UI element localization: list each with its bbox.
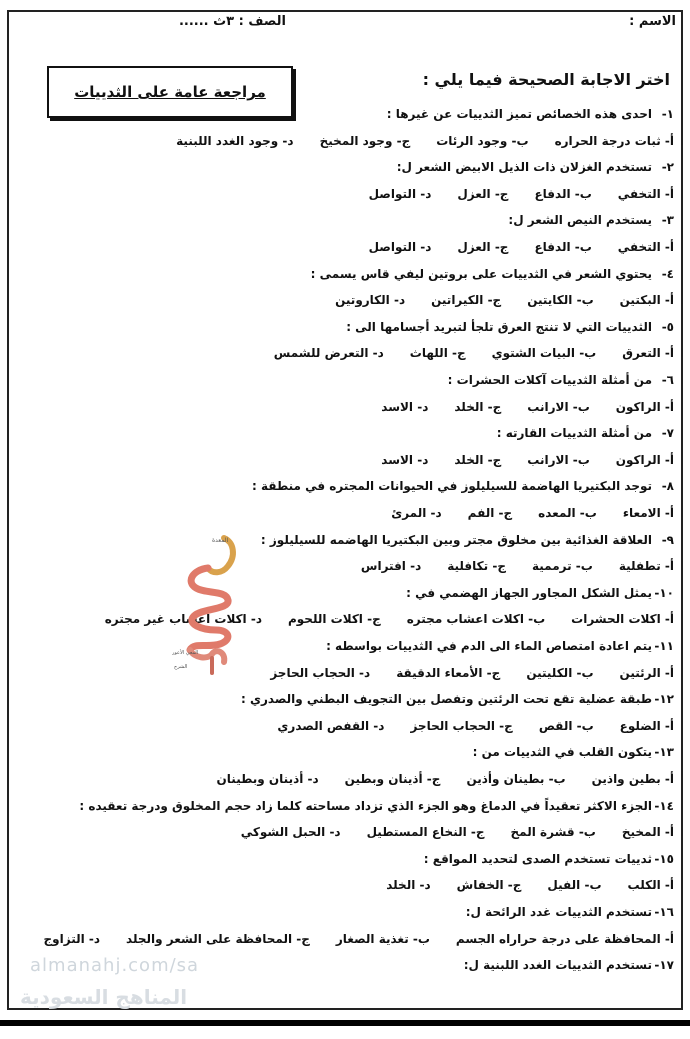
answer-option[interactable]: ب- الدفاع: [534, 186, 592, 201]
question-number: ٢-: [661, 160, 674, 175]
answer-option[interactable]: ب- الفيل: [547, 878, 602, 893]
question-text: يمثل الشكل المجاور الجهاز الهضمي في :: [406, 585, 652, 600]
question-text: تستخدم الغزلان ذات الذيل الابيض الشعر ل:: [396, 160, 652, 175]
options-row: [14, 133, 674, 149]
options-row: [14, 452, 674, 468]
question-number: ١٦-: [654, 905, 674, 919]
answer-option[interactable]: ب- اكلات اعشاب مجتره: [406, 612, 546, 627]
question-text: يستخدم النيص الشعر ل:: [508, 213, 652, 228]
name-label: الاسم :: [629, 14, 676, 29]
answer-option[interactable]: أ- بطين واذين: [591, 772, 674, 786]
answer-option[interactable]: د- الاسد: [381, 452, 429, 467]
answer-option[interactable]: ج- أذينان وبطين: [344, 772, 441, 786]
answer-option[interactable]: أ- المخيخ: [621, 825, 674, 840]
answer-option[interactable]: ج- المحافظة على الشعر والجلد: [126, 931, 310, 946]
answer-option[interactable]: ب- الكايتين: [527, 293, 594, 308]
answer-option[interactable]: د- وجود الغدد اللبنية: [176, 133, 294, 148]
options-row: [14, 399, 674, 415]
answer-option[interactable]: أ- البكتين: [619, 293, 674, 308]
answer-option[interactable]: ج- العزل: [457, 186, 509, 201]
question-number: ٨-: [661, 479, 674, 494]
answer-option[interactable]: أ- تطفلية: [618, 559, 674, 574]
watermark-url: almanahj.com/sa: [30, 955, 200, 976]
digestive-system-figure: [172, 530, 250, 675]
options-row: [14, 824, 674, 840]
question-number: ١٣-: [654, 745, 674, 760]
question-text: تستخدم الثدييات غدد الرائحة ل:: [465, 905, 652, 919]
question-number: ٣-: [661, 213, 674, 228]
question-number: ٤-: [661, 266, 674, 281]
options-row: [14, 611, 674, 627]
figure-label-anus: الشرج: [174, 664, 188, 670]
options-row: [14, 186, 674, 202]
figure-label-cecum: المعي الأعور: [172, 650, 199, 656]
question-7: [14, 425, 674, 441]
answer-option[interactable]: ب- البيات الشتوي: [491, 346, 597, 361]
question-text: من أمثلة الثدييات القارته :: [496, 426, 652, 441]
answer-option[interactable]: ب- القص: [538, 718, 594, 733]
question-8: [14, 478, 674, 494]
answer-option[interactable]: ج- العزل: [457, 240, 509, 254]
question-text: يتم اعادة امتصاص الماء الى الدم في الثدييات بواسطه :: [326, 639, 652, 653]
options-row: [14, 877, 674, 893]
answer-option[interactable]: د- الاسد: [381, 399, 429, 414]
question-number: ٦-: [661, 373, 674, 387]
worksheet-title: مراجعة عامة على الثدييات: [47, 66, 293, 118]
answer-option[interactable]: أ- الراكون: [615, 452, 674, 467]
answer-option[interactable]: أ- الرئتين: [619, 665, 674, 680]
question-15: [14, 851, 674, 867]
answer-option[interactable]: د- التعرض للشمس: [273, 346, 384, 361]
answer-option[interactable]: د- اكلات أعشاب غير مجتره: [104, 612, 262, 627]
question-text: طبقة عضلية تقع تحت الرئتين وتفصل بين التجويف البطني والصدري :: [241, 692, 652, 707]
question-11: [14, 638, 674, 654]
answer-option[interactable]: ج- الخلد: [454, 452, 502, 467]
question-9: [14, 532, 674, 548]
answer-option[interactable]: أ- المحافظة على درجة حراراه الجسم: [455, 931, 674, 946]
answer-option[interactable]: د- أذينان وبطينان: [216, 772, 319, 786]
answer-option[interactable]: ب- المعده: [538, 506, 597, 520]
answer-option[interactable]: ج- الحجاب الحاجز: [410, 718, 513, 733]
question-16: [14, 904, 674, 920]
answer-option[interactable]: د- الحجاب الحاجز: [270, 665, 371, 680]
answer-option[interactable]: ب- الارانب: [527, 452, 590, 467]
watermark-text: المناهج السعودية: [20, 985, 188, 1009]
question-number: ٩-: [661, 532, 674, 547]
question-text: من أمثلة الثدييات آكلات الحشرات :: [447, 373, 652, 387]
answer-option[interactable]: ب- بطينان وأذين: [466, 772, 566, 786]
answer-option[interactable]: د- القفص الصدري: [277, 718, 385, 733]
question-text: يتكون القلب في الثدييات من :: [472, 745, 652, 760]
answer-option[interactable]: د- التزاوج: [43, 931, 101, 946]
question-2: [14, 159, 674, 175]
answer-option[interactable]: أ- التعرق: [622, 346, 674, 361]
answer-option[interactable]: ج- النخاع المستطيل: [366, 825, 485, 840]
question-number: ١٠-: [654, 585, 674, 600]
options-row: [14, 931, 674, 947]
answer-option[interactable]: ب- الارانب: [527, 399, 590, 414]
answer-option[interactable]: أ- التخفي: [617, 186, 674, 201]
question-number: ٧-: [661, 426, 674, 441]
question-5: [14, 319, 674, 335]
answer-option[interactable]: د- التواصل: [368, 240, 432, 254]
options-row: [14, 718, 674, 734]
question-number: ١٢-: [654, 692, 674, 707]
figure-label-stomach: المعدة: [212, 537, 229, 544]
answer-option[interactable]: ج- الفم: [467, 506, 513, 520]
options-row: [14, 558, 674, 574]
answer-option[interactable]: أ- اكلات الحشرات: [571, 612, 674, 627]
question-text: الثدييات التي لا تنتج العرق تلجأ لتبريد أجسامها الى :: [346, 319, 652, 334]
answer-option[interactable]: ج- الأمعاء الدقيقة: [396, 665, 501, 680]
options-row: [14, 239, 674, 255]
answer-option[interactable]: ب- الكليتين: [526, 665, 594, 680]
question-text: العلاقة الغذائية بين مخلوق مجتر وبين البكتيريا الهاضمه للسيليلوز :: [260, 532, 652, 547]
question-number: ١٤-: [654, 798, 674, 813]
question-6: [14, 372, 674, 388]
answer-option[interactable]: ج- الخلد: [454, 399, 502, 414]
answer-option[interactable]: ج- اللهاث: [409, 346, 466, 361]
bottom-bar: [0, 1020, 690, 1026]
question-text: الجزء الاكثر تعقيداً في الدماغ وهو الجزء الذي تزداد مساحته كلما زاد حجم المخلوق ودرجة تعقيده :: [79, 798, 652, 813]
options-row: [14, 771, 674, 787]
question-text: يحتوي الشعر في الثدييات على بروتين ليفي قاس يسمى :: [310, 266, 652, 281]
question-number: ١١-: [654, 639, 674, 653]
question-10: [14, 585, 674, 601]
class-label: الصف : ٣ث ......: [178, 14, 286, 29]
question-1: [14, 106, 674, 122]
question-3: [14, 212, 674, 228]
options-row: [14, 345, 674, 361]
question-text: توجد البكتيريا الهاضمة للسيليلوز في الحيوانات المجتره في منطقة :: [252, 479, 652, 494]
answer-option[interactable]: أ- ثبات درجة الحراره: [554, 133, 674, 148]
question-number: ١٧-: [654, 958, 674, 973]
answer-option[interactable]: ج- الكيراتين: [431, 293, 502, 308]
question-4: [14, 266, 674, 282]
question-number: ١-: [661, 107, 674, 121]
question-12: [14, 691, 674, 707]
question-text: احدى هذه الخصائص تميز الثدييات عن غيرها :: [386, 107, 652, 121]
options-row: [14, 505, 674, 521]
options-row: [14, 665, 674, 681]
question-text: تستخدم الثدييات الغدد اللبنية ل:: [463, 958, 652, 973]
answer-option[interactable]: ب- تغذية الصغار: [335, 931, 430, 946]
answer-option[interactable]: د- التواصل: [368, 186, 432, 201]
answer-option[interactable]: أ- التخفي: [617, 240, 674, 254]
answer-option[interactable]: د- افتراس: [360, 559, 422, 574]
answer-option[interactable]: ج- الخفاش: [456, 878, 522, 893]
answer-option[interactable]: د- الكاروتين: [335, 293, 406, 308]
answer-option[interactable]: ب- الدفاع: [534, 240, 592, 254]
answer-option[interactable]: د- الحبل الشوكي: [240, 825, 341, 840]
answer-option[interactable]: ج- وجود المخيخ: [319, 133, 411, 148]
answer-option[interactable]: ج- تكافلية: [447, 559, 506, 574]
answer-option[interactable]: ب- قشرة المخ: [510, 825, 596, 840]
instructions: اختر الاجابة الصحيحة فيما يلي :: [422, 70, 670, 89]
options-row: [14, 292, 674, 308]
answer-option[interactable]: ب- وجود الرئات: [436, 133, 529, 148]
question-number: ١٥-: [654, 851, 674, 866]
answer-option[interactable]: د- المرئ: [391, 506, 442, 520]
question-14: [14, 798, 674, 814]
question-text: ثدييات تستخدم الصدى لتحديد المواقع :: [423, 851, 652, 866]
answer-option[interactable]: د- الخلد: [386, 878, 431, 893]
answer-option[interactable]: ب- ترممية: [531, 559, 593, 574]
answer-option[interactable]: أ- الضلوع: [619, 718, 674, 733]
answer-option[interactable]: أ- الراكون: [615, 399, 674, 414]
question-number: ٥-: [661, 319, 674, 334]
answer-option[interactable]: ج- اكلات اللحوم: [287, 612, 381, 627]
question-13: [14, 744, 674, 760]
answer-option[interactable]: أ- الامعاء: [622, 506, 674, 520]
answer-option[interactable]: أ- الكلب: [627, 878, 674, 893]
